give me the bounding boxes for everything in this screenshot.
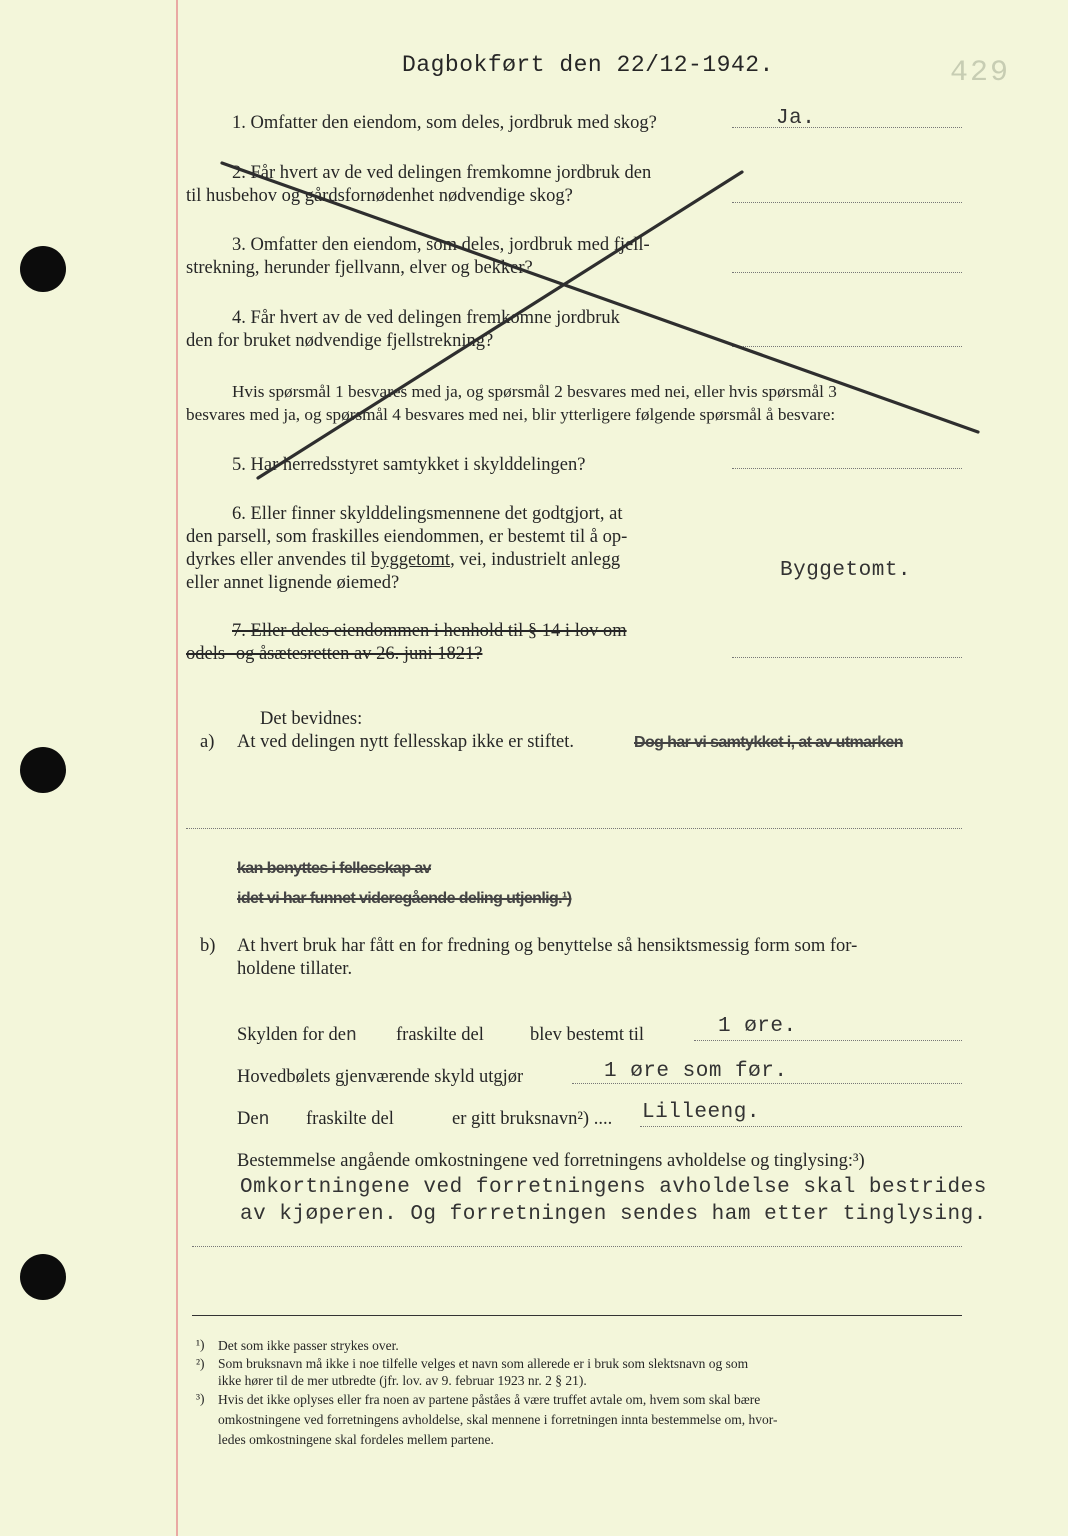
question-6-line3: dyrkes eller anvendes til byggetomt, vei, industrielt anlegg: [186, 550, 621, 570]
question-6-line4: eller annet lignende øiemed?: [186, 573, 400, 593]
answer-6: Byggetomt.: [780, 559, 912, 582]
question-6-line2: den parsell, som fraskilles eiendommen, er bestemt til å op-: [186, 527, 628, 547]
den-suffix: er gitt bruksnavn²) ....: [452, 1109, 613, 1129]
hoved-value: 1 øre som før.: [604, 1060, 788, 1083]
footnote-3-line3: ledes omkostningene skal fordeles mellem partene.: [218, 1432, 494, 1447]
struck-typed-text: Dog har vi samtykket i, at av utmarken: [634, 734, 903, 751]
question-2-line2: til husbehov og gårdsfornødenhet nødvendige skog?: [186, 186, 573, 206]
struck-typed-text: kan benyttes i fellesskap av: [237, 860, 431, 877]
bestemmelse-label: Bestemmelse angående omkostningene ved forretningens avholdelse og tinglysing:³): [237, 1151, 865, 1171]
item-a-label: a): [200, 732, 215, 752]
footnote-2-mark: ²): [196, 1356, 205, 1371]
skyld-value: 1 øre.: [718, 1015, 797, 1038]
skyld-mid: fraskilte del: [396, 1025, 484, 1045]
bestemmelse-value-line1: Omkortningene ved forretningens avholdelse skal bestrides: [240, 1176, 987, 1199]
underlined-byggetomt: byggetomt: [370, 550, 451, 570]
question-3-line2: strekning, herunder fjellvann, elver og bekker?: [186, 258, 533, 278]
question-5: 5. Har herredsstyret samtykket i skylddelingen?: [232, 455, 586, 475]
question-7-line2: odels- og åsætesretten av 26. juni 1821?: [186, 644, 483, 664]
condition-line1: Hvis spørsmål 1 besvares med ja, og spørsmål 2 besvares med nei, eller hvis spørsmål 3: [232, 382, 837, 401]
struck-typed-text: idet vi har funnet videregående deling utjenlig.¹): [237, 890, 572, 907]
footnote-3-mark: ³): [196, 1391, 205, 1406]
den-label: Den: [237, 1109, 270, 1130]
footnote-2-line2: ikke hører til de mer utbredte (jfr. lov. av 9. februar 1923 nr. 2 § 21).: [218, 1373, 587, 1388]
question-4-line1: 4. Får hvert av de ved delingen fremkomne jordbruk: [232, 308, 620, 328]
item-b-line2: holdene tillater.: [237, 959, 353, 979]
bruksnavn-value: Lilleeng.: [642, 1101, 760, 1124]
skyld-label: Skylden for den: [237, 1025, 358, 1046]
question-4-line2: den for bruket nødvendige fjellstrekning?: [186, 331, 494, 351]
den-mid: fraskilte del: [306, 1109, 394, 1129]
bestemmelse-value-line2: av kjøperen. Og forretningen sendes ham etter tinglysing.: [240, 1203, 987, 1226]
item-b-line1: At hvert bruk har fått en for fredning og benyttelse så hensiktsmessig form som for-: [237, 936, 858, 956]
question-2-line1: 2. Får hvert av de ved delingen fremkomne jordbruk den: [232, 163, 652, 183]
item-a-text: At ved delingen nytt fellesskap ikke er stiftet.: [237, 732, 575, 752]
footnote-3-line1: Hvis det ikke oplyses eller fra noen av partene påståes å være truffet avtale om, hvem som skal bære: [218, 1392, 761, 1407]
footnote-1: Det som ikke passer strykes over.: [218, 1338, 399, 1353]
skyld-suffix: blev bestemt til: [530, 1025, 645, 1045]
question-1: 1. Omfatter den eiendom, som deles, jordbruk med skog?: [232, 113, 657, 133]
question-6-line1: 6. Eller finner skylddelingsmennene det godtgjort, at: [232, 504, 623, 524]
registration-stamp: Dagbokført den 22/12-1942.: [402, 52, 774, 78]
page-number: 429: [950, 56, 1011, 90]
bevidnes-intro: Det bevidnes:: [260, 709, 363, 729]
answer-1: Ja.: [776, 107, 816, 130]
item-b-label: b): [200, 936, 216, 956]
question-3-line1: 3. Omfatter den eiendom, som deles, jordbruk med fjell-: [232, 235, 650, 255]
condition-line2: besvares med ja, og spørsmål 4 besvares med nei, blir ytterligere følgende spørsmål å besvare:: [186, 405, 836, 424]
hoved-label: Hovedbølets gjenværende skyld utgjør: [237, 1067, 524, 1087]
question-7-line1: 7. Eller deles eiendommen i henhold til § 14 i lov om: [232, 621, 627, 641]
footnote-2-line1: Som bruksnavn må ikke i noe tilfelle velges et navn som allerede er i bruk som slektsnavn og som: [218, 1356, 749, 1371]
footnote-1-mark: ¹): [196, 1337, 205, 1352]
footnote-3-line2: omkostningene ved forretningens avholdelse, skal mennene i forretningen innta bestemmelse om, hvor-: [218, 1412, 778, 1427]
